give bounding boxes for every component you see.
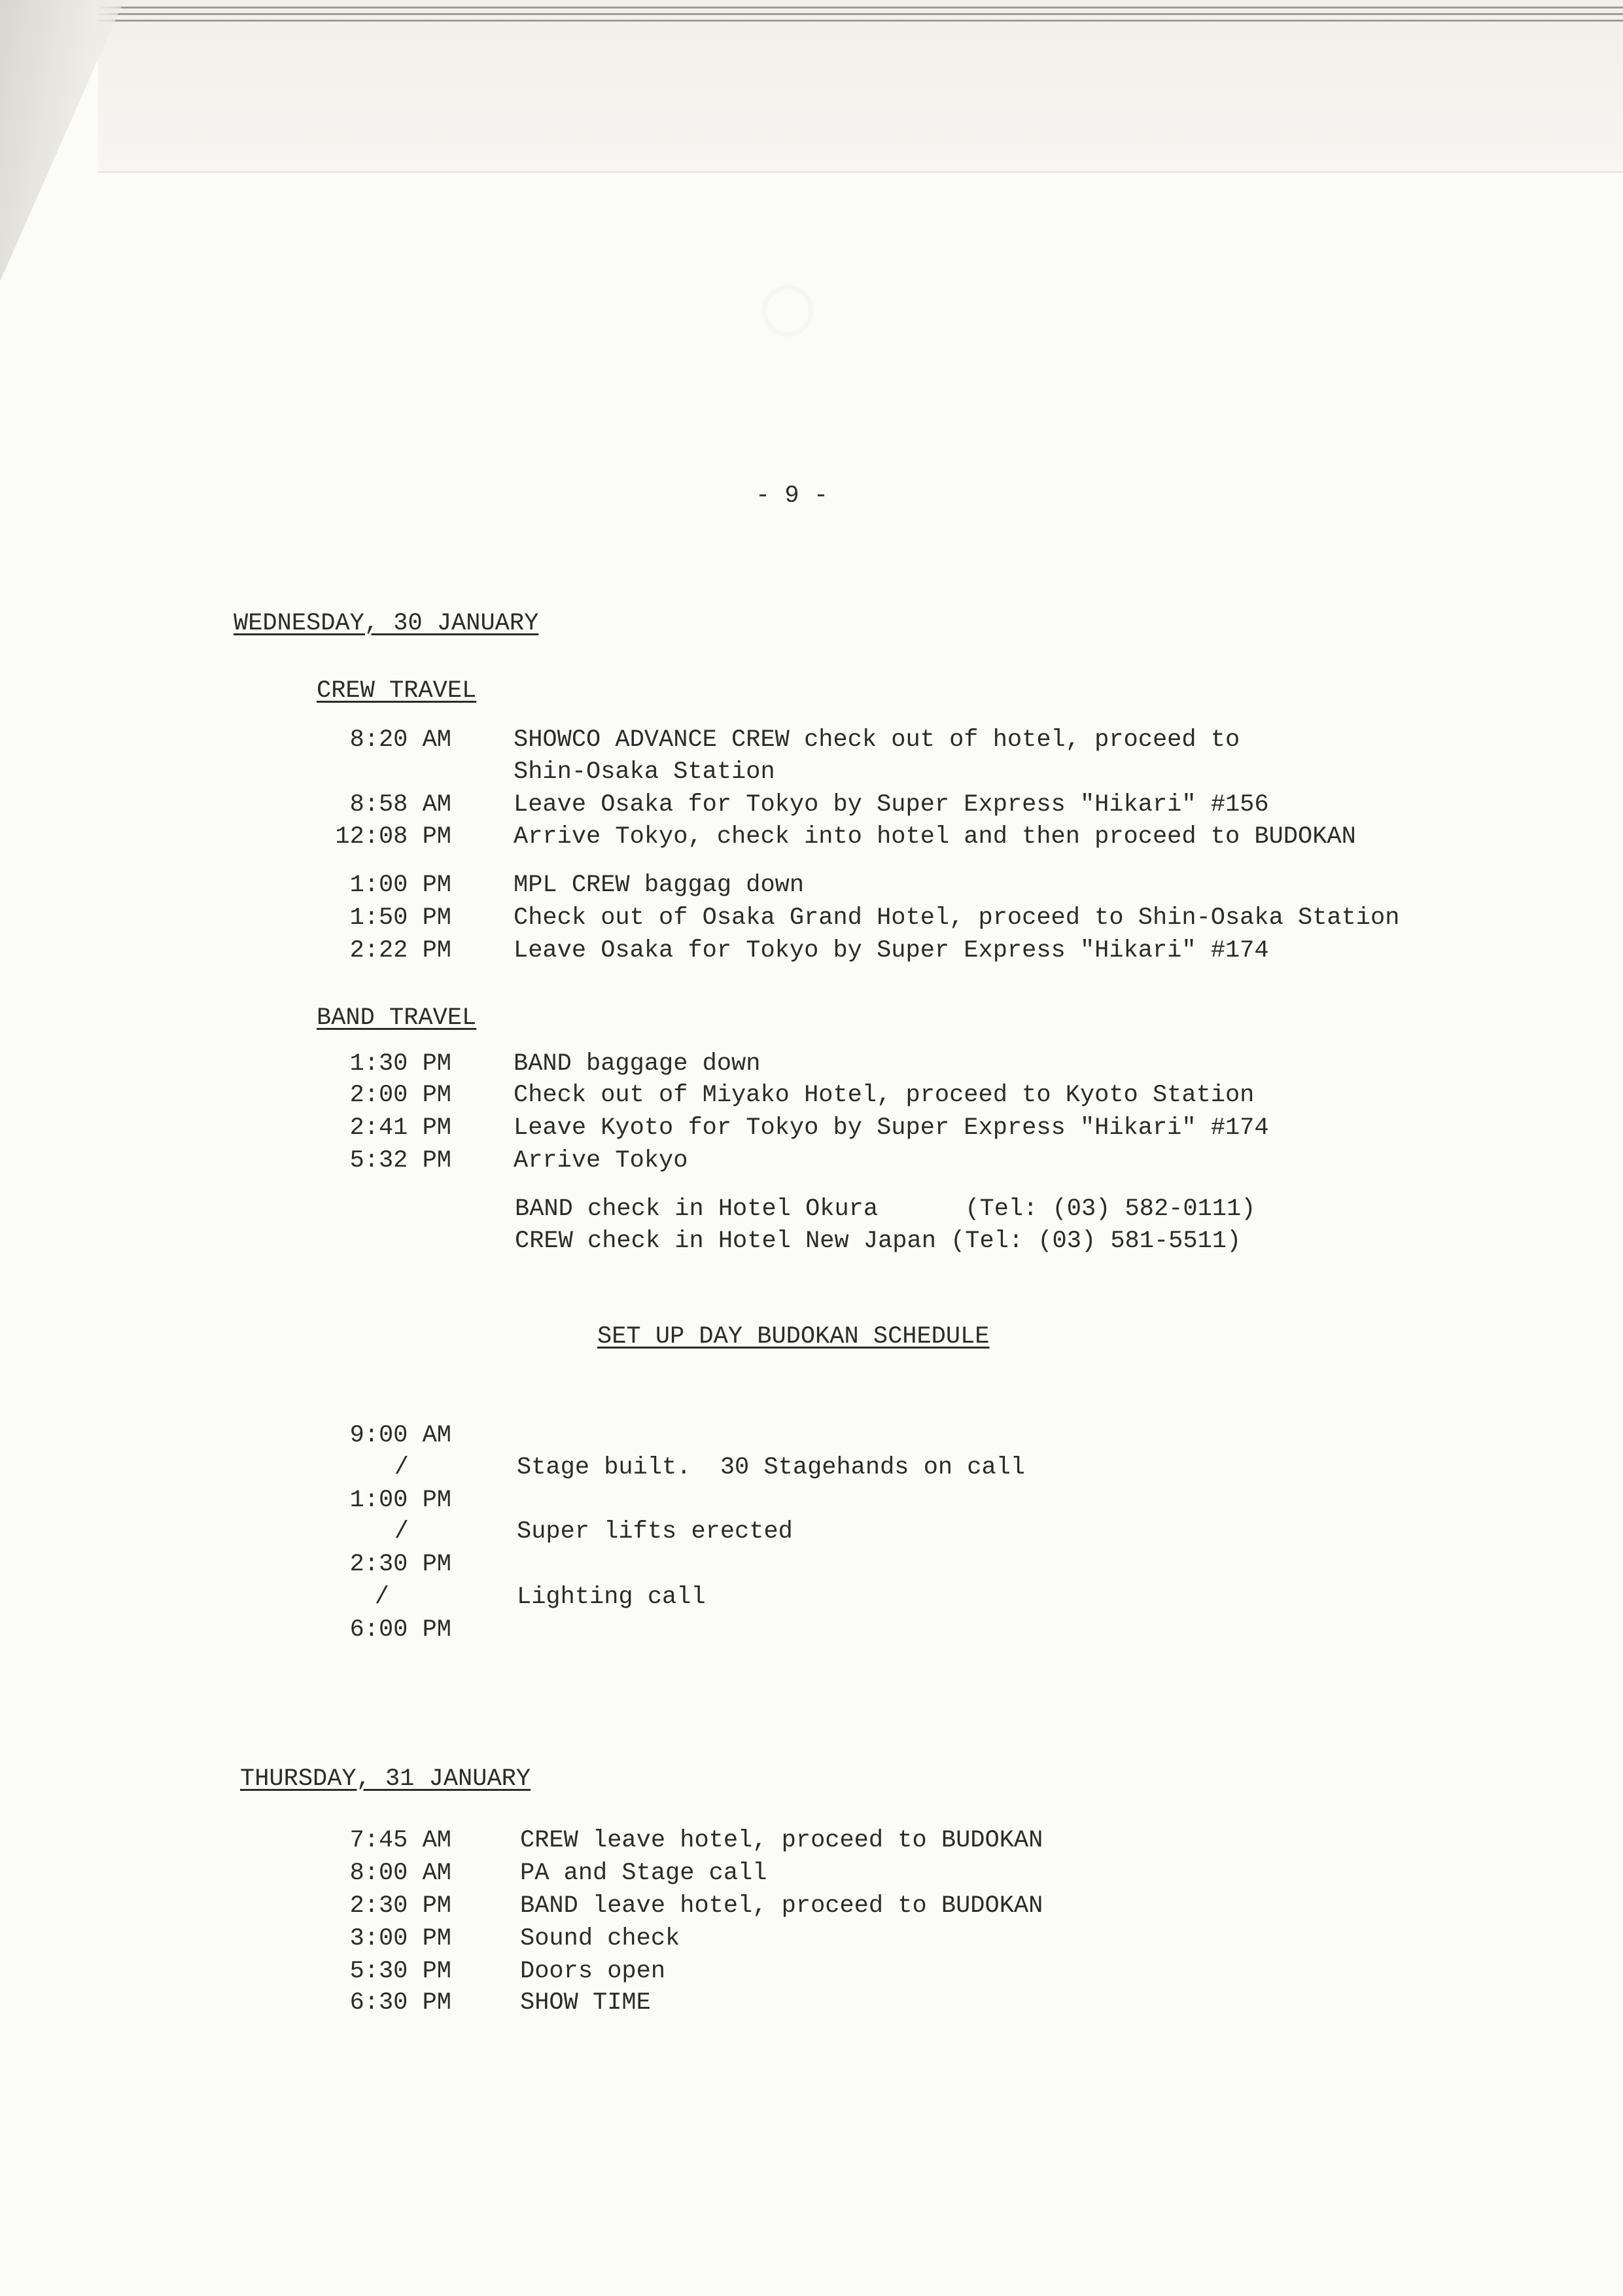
setup-time: 1:00 PM (349, 1487, 451, 1514)
crew-time: 8:20 AM (349, 726, 451, 754)
setup-slash: / (394, 1454, 409, 1481)
document-page: ○ - 9 - WEDNESDAY, 30 JANUARY CREW TRAVEL 8:20 AM SHOWCO ADVANCE CREW check out of hotel, proceed to Shin-Osaka Station 8:58 AM Leave Osaka for Tokyo by Super Express "Hikari" #156 12:08 PM Arrive Tokyo, check into hotel and then proceed to BUDOKAN 1:00 PM MPL CREW baggag down 1:50 PM Check out of Osaka Grand Hotel, proceed to Shin-Osaka Station 2:22 PM Leave Osaka for Tokyo by Super Express "Hikari" #174 BAND TRAVEL 1:30 PM BAND baggage down 2:00 PM Check out of Miyako Hotel, proceed to Kyoto Station 2:41 PM Leave Kyoto for Tokyo by Super Express "Hikari" #174 5:32 PM Arrive Tokyo BAND check in Hotel Okura (Tel: (03) 582-0111) CREW check in Hotel New Japan (Tel: (03) 581-5511) SET UP DAY BUDOKAN SCHEDULE 9:00 AM / Stage built. 30 Stagehands on call 1:00 PM / Super lifts erected 2:30 PM / Lighting call 6:00 PM THURSDAY, 31 JANUARY 7:45 AM CREW leave hotel, proceed to BUDOKAN 8:00 AM PA and Stage call 2:30 PM BAND leave hotel, proceed to BUDOKAN 3:00 PM Sound check 5:30 PM Doors open 6:30 PM SHOW TIME (0, 0, 1623, 2296)
setup-heading: SET UP DAY BUDOKAN SCHEDULE (597, 1323, 990, 1351)
band-check-in: BAND check in Hotel Okura (Tel: (03) 582-0111) (515, 1195, 1256, 1223)
setup-slash: / (394, 1518, 409, 1545)
thursday-time: 2:30 PM (349, 1892, 451, 1920)
thursday-time: 6:30 PM (349, 1989, 451, 2017)
crew-time: 2:22 PM (349, 937, 451, 964)
setup-activity: Stage built. 30 Stagehands on call (517, 1454, 1026, 1481)
band-time: 1:30 PM (349, 1050, 451, 1078)
band-activity: BAND baggage down (514, 1050, 761, 1078)
thursday-time: 8:00 AM (349, 1860, 451, 1887)
crew-activity: Arrive Tokyo, check into hotel and then proceed to BUDOKAN (514, 823, 1356, 851)
crew-travel-heading: CREW TRAVEL (317, 677, 477, 705)
band-time: 2:41 PM (349, 1114, 451, 1142)
crew-time: 1:50 PM (349, 904, 451, 932)
thursday-activity: SHOW TIME (520, 1989, 651, 2017)
thursday-activity: BAND leave hotel, proceed to BUDOKAN (520, 1892, 1043, 1920)
setup-activity: Super lifts erected (517, 1518, 793, 1545)
stacked-page-edge (98, 0, 1623, 173)
thursday-heading: THURSDAY, 31 JANUARY (240, 1765, 531, 1793)
crew-activity: Leave Osaka for Tokyo by Super Express "Hikari" #174 (514, 937, 1269, 964)
setup-time: 9:00 AM (349, 1422, 451, 1449)
setup-activity: Lighting call (517, 1583, 706, 1611)
crew-activity: Leave Osaka for Tokyo by Super Express "Hikari" #156 (514, 791, 1269, 819)
crew-activity: MPL CREW baggag down (514, 872, 805, 899)
band-activity: Arrive Tokyo (514, 1147, 688, 1174)
crew-activity: SHOWCO ADVANCE CREW check out of hotel, proceed to (514, 726, 1240, 754)
setup-slash: / (374, 1583, 389, 1611)
band-time: 2:00 PM (349, 1082, 451, 1109)
thursday-activity: Sound check (520, 1925, 680, 1952)
page-number: - 9 - (756, 482, 829, 510)
crew-activity-cont: Shin-Osaka Station (514, 758, 775, 786)
band-activity: Leave Kyoto for Tokyo by Super Express "Hikari" #174 (514, 1114, 1269, 1142)
thursday-activity: CREW leave hotel, proceed to BUDOKAN (520, 1827, 1043, 1854)
setup-time: 6:00 PM (349, 1616, 451, 1644)
crew-time: 1:00 PM (349, 872, 451, 899)
setup-time: 2:30 PM (349, 1551, 451, 1578)
thursday-activity: Doors open (520, 1958, 666, 1985)
crew-activity: Check out of Osaka Grand Hotel, proceed to Shin-Osaka Station (514, 904, 1400, 932)
crew-time: 8:58 AM (349, 791, 451, 819)
thursday-time: 7:45 AM (349, 1827, 451, 1854)
crew-check-in: CREW check in Hotel New Japan (Tel: (03) 581-5511) (515, 1227, 1242, 1255)
crew-time: 12:08 PM (335, 823, 451, 851)
thursday-activity: PA and Stage call (520, 1860, 767, 1887)
thursday-time: 5:30 PM (349, 1958, 451, 1985)
wednesday-heading: WEDNESDAY, 30 JANUARY (234, 610, 539, 637)
band-activity: Check out of Miyako Hotel, proceed to Kyoto Station (514, 1082, 1255, 1109)
thursday-time: 3:00 PM (349, 1925, 451, 1952)
band-travel-heading: BAND TRAVEL (317, 1004, 477, 1032)
band-time: 5:32 PM (349, 1147, 451, 1174)
